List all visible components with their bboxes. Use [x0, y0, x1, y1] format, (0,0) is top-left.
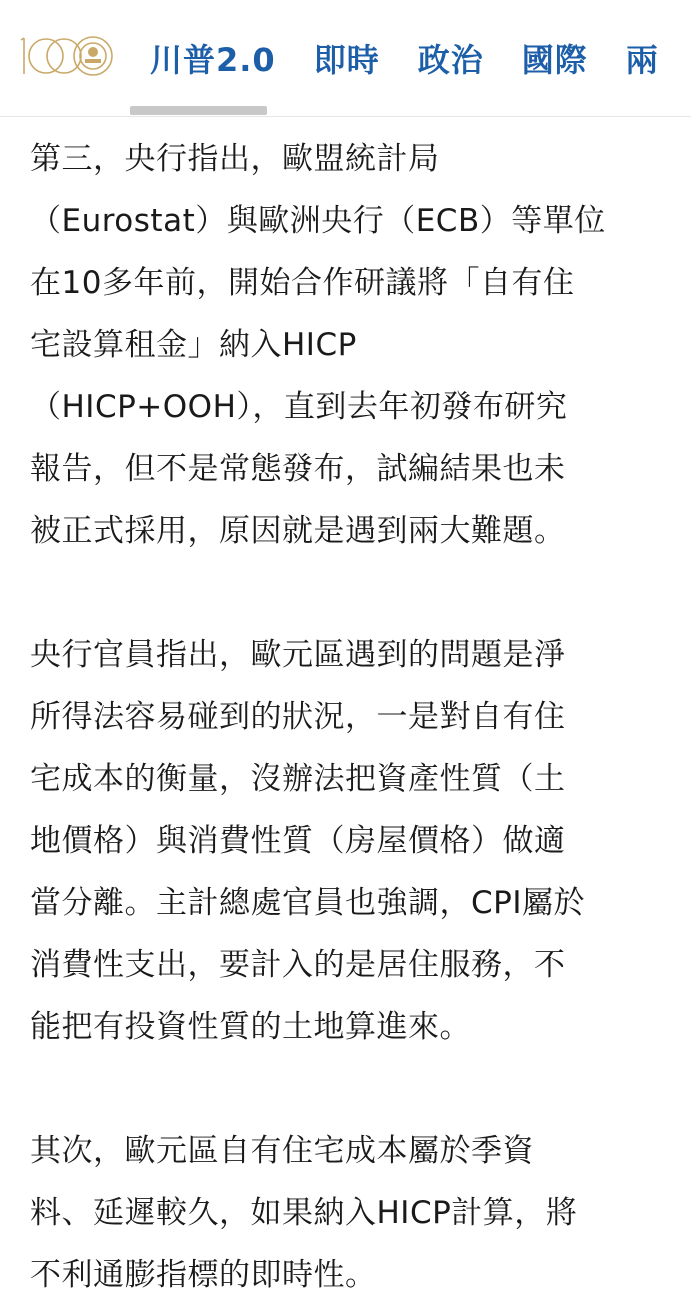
tab-politics[interactable]: 政治 — [417, 41, 484, 79]
article-paragraph — [30, 128, 670, 562]
top-navigation-bar — [0, 0, 691, 117]
category-tabs — [150, 34, 691, 86]
paragraph-line: 不利通膨指標的即時性。 — [30, 1257, 377, 1293]
paragraph-line: 在10多年前，開始合作研議將「自有住 — [30, 265, 575, 301]
article-paragraph — [30, 1120, 670, 1306]
active-tab-indicator — [130, 106, 267, 115]
paragraph-line: 所得法容易碰到的狀況，一是對自有住 — [30, 699, 566, 735]
paragraph-line: 第三，央行指出，歐盟統計局 — [30, 141, 440, 177]
paragraph-line: （Eurostat）與歐洲央行（ECB）等單位 — [30, 203, 606, 239]
paragraph-line: 報告，但不是常態發布，試編結果也未 — [30, 451, 566, 487]
paragraph-line: 被正式採用，原因就是遇到兩大難題。 — [30, 513, 566, 549]
paragraph-line: 地價格）與消費性質（房屋價格）做適 — [30, 823, 566, 859]
tab-international[interactable]: 國際 — [521, 41, 588, 79]
paragraph-line: 宅成本的衡量，沒辦法把資產性質（土 — [30, 761, 566, 797]
paragraph-line: 其次，歐元區自有住宅成本屬於季資 — [30, 1133, 534, 1169]
article-paragraph — [30, 624, 670, 1058]
paragraph-line: 料、延遲較久，如果納入HICP計算，將 — [30, 1195, 578, 1231]
paragraph-line: 央行官員指出，歐元區遇到的問題是淨 — [30, 637, 566, 673]
cna-logo-icon[interactable] — [18, 32, 118, 80]
paragraph-line: 消費性支出，要計入的是居住服務，不 — [30, 947, 566, 983]
paragraph-line: 宅設算租金」納入HICP — [30, 327, 357, 363]
paragraph-line: 能把有投資性質的土地算進來。 — [30, 1009, 471, 1045]
article-body — [30, 128, 670, 1306]
paragraph-line: （HICP+OOH），直到去年初發布研究 — [30, 389, 568, 425]
tab-cross-strait[interactable]: 兩 — [625, 41, 659, 79]
tab-realtime[interactable]: 即時 — [313, 41, 380, 79]
tab-trump-2[interactable]: 川普2.0 — [150, 41, 276, 79]
paragraph-line: 當分離。主計總處官員也強調，CPI屬於 — [30, 885, 585, 921]
